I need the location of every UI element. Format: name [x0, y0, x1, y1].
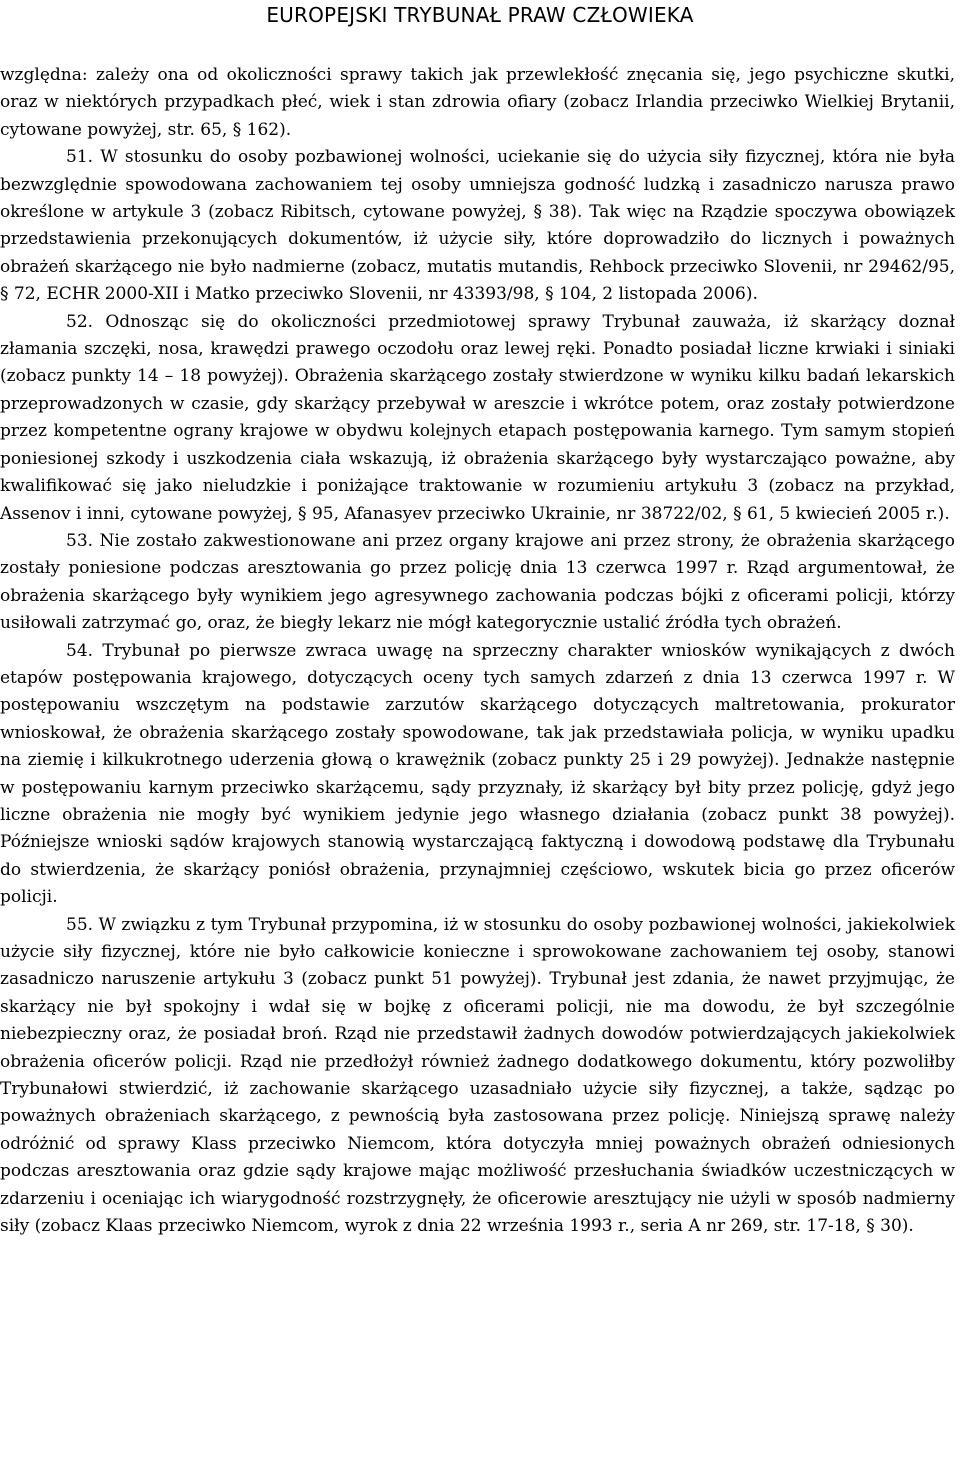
paragraph-51: 51. W stosunku do osoby pozbawionej wolności, uciekanie się do użycia siły fizycznej, która nie była bezwzględnie spowodowana zachowaniem tej osoby umniejsza godność ludzką i zasadniczo narusza prawo określone w artykule 3 (zobacz Ribitsch, cytowane powyżej, § 38). Tak więc na Rządzie spoczywa obowiązek przedstawienia przekonujących dokumentów, iż użycie siły, które doprowadziło do licznych i poważnych obrażeń skarżącego nie było nadmierne (zobacz, mutatis mutandis, Rehbock przeciwko Slovenii, nr 29462/95, § 72, ECHR 2000-XII i Matko przeciwko Slovenii, nr 43393/98, § 104, 2 listopada 2006).	[0, 147, 955, 305]
page-header: EUROPEJSKI TRYBUNAŁ PRAW CZŁOWIEKA	[266, 3, 694, 27]
paragraph-continuation: względna: zależy ona od okoliczności sprawy takich jak przewlekłość znęcania się, jego psychiczne skutki, oraz w niektórych przypadkach płeć, wiek i stan zdrowia ofiary (zobacz Irlandia przeciwko Wielkiej Brytanii, cytowane powyżej, str. 65, § 162).	[0, 65, 955, 140]
paragraph-54: 54. Trybunał po pierwsze zwraca uwagę na sprzeczny charakter wniosków wynikających z dwóch etapów postępowania krajowego, dotyczących oceny tych samych zdarzeń z dnia 13 czerwca 1997 r. W postępowaniu wszczętym na podstawie zarzutów skarżącego dotyczących maltretowania, prokurator wnioskował, że obrażenia skarżącego zostały spowodowane, tak jak przedstawiała policja, w wyniku upadku na ziemię i kilkukrotnego uderzenia głową o krawężnik (zobacz punkty 25 i 29 powyżej). Jednakże następnie w postępowaniu karnym przeciwko skarżącemu, sądy przyznały, iż skarżący był bity przez policję, gdyż jego liczne obrażenia nie mogły być wynikiem jedynie jego własnego działania (zobacz punkt 38 powyżej). Późniejsze wnioski sądów krajowych stanowią wystarczającą faktyczną i dowodową podstawę dla Trybunału do stwierdzenia, że skarżący poniósł obrażenia, przynajmniej częściowo, wskutek bicia go przez oficerów policji.	[0, 640, 955, 908]
paragraph-55: 55. W związku z tym Trybunał przypomina, iż w stosunku do osoby pozbawionej wolności, jakiekolwiek użycie siły fizycznej, które nie było całkowicie konieczne i sprowokowane zachowaniem tej osoby, stanowi zasadniczo naruszenie artykułu 3 (zobacz punkt 51 powyżej). Trybunał jest zdania, że nawet przyjmując, że skarżący nie był spokojny i wdał się w bojkę z oficerami policji, nie ma dowodu, że był szczególnie niebezpieczny oraz, że posiadał broń. Rząd nie przedstawił żadnych dowodów potwierdzających jakiekolwiek obrażenia oficerów policji. Rząd nie przedłożył również żadnego dodatkowego dokumentu, który pozwoliłby Trybunałowi stwierdzić, iż zachowanie skarżącego uzasadniało użycie siły fizycznej, a także, sądząc po poważnych obrażeniach skarżącego, z pewnością była zastosowana przez policję. Niniejszą sprawę należy odróżnić od sprawy Klass przeciwko Niemcom, która dotyczyła mniej poważnych obrażeń odniesionych podczas aresztowania oraz gdzie sądy krajowe mając możliwość przesłuchania świadków uczestniczących w zdarzeniu i oceniając ich wiarygodność rozstrzygnęły, że oficerowie aresztujący nie użyli w sposób nadmierny siły (zobacz Klaas przeciwko Niemcom, wyrok z dnia 22 września 1993 r., seria A nr 269, str. 17-18, § 30).	[0, 914, 955, 1237]
paragraph-52: 52. Odnosząc się do okoliczności przedmiotowej sprawy Trybunał zauważa, iż skarżący doznał złamania szczęki, nosa, krawędzi prawego oczodołu oraz lewej ręki. Ponadto posiadał liczne krwiaki i siniaki (zobacz punkty 14 – 18 powyżej). Obrażenia skarżącego zostały stwierdzone w wyniku kilku badań lekarskich przeprowadzonych w czasie, gdy skarżący przebywał w areszcie i wkrótce potem, oraz zostały potwierdzone przez kompetentne ograny krajowe w obydwu kolejnych etapach postępowania karnego. Tym samym stopień poniesionej szkody i uszkodzenia ciała wskazują, iż obrażenia skarżącego były wystarczająco poważne, aby kwalifikować się jako nieludzkie i poniżające traktowanie w rozumieniu artykułu 3 (zobacz na przykład, Assenov i inni, cytowane powyżej, § 95, Afanasyev przeciwko Ukrainie, nr 38722/02, § 61, 5 kwiecień 2005 r.).	[0, 311, 955, 524]
document-body	[0, 62, 955, 1240]
paragraph-53: 53. Nie zostało zakwestionowane ani przez organy krajowe ani przez strony, że obrażenia skarżącego zostały poniesione podczas aresztowania go przez policję dnia 13 czerwca 1997 r. Rząd argumentował, że obrażenia skarżącego były wynikiem jego agresywnego zachowania podczas bójki z oficerami policji, którzy usiłowali zatrzymać go, oraz, że biegły lekarz nie mógł kategorycznie ustalić źródła tych obrażeń.	[0, 530, 955, 634]
